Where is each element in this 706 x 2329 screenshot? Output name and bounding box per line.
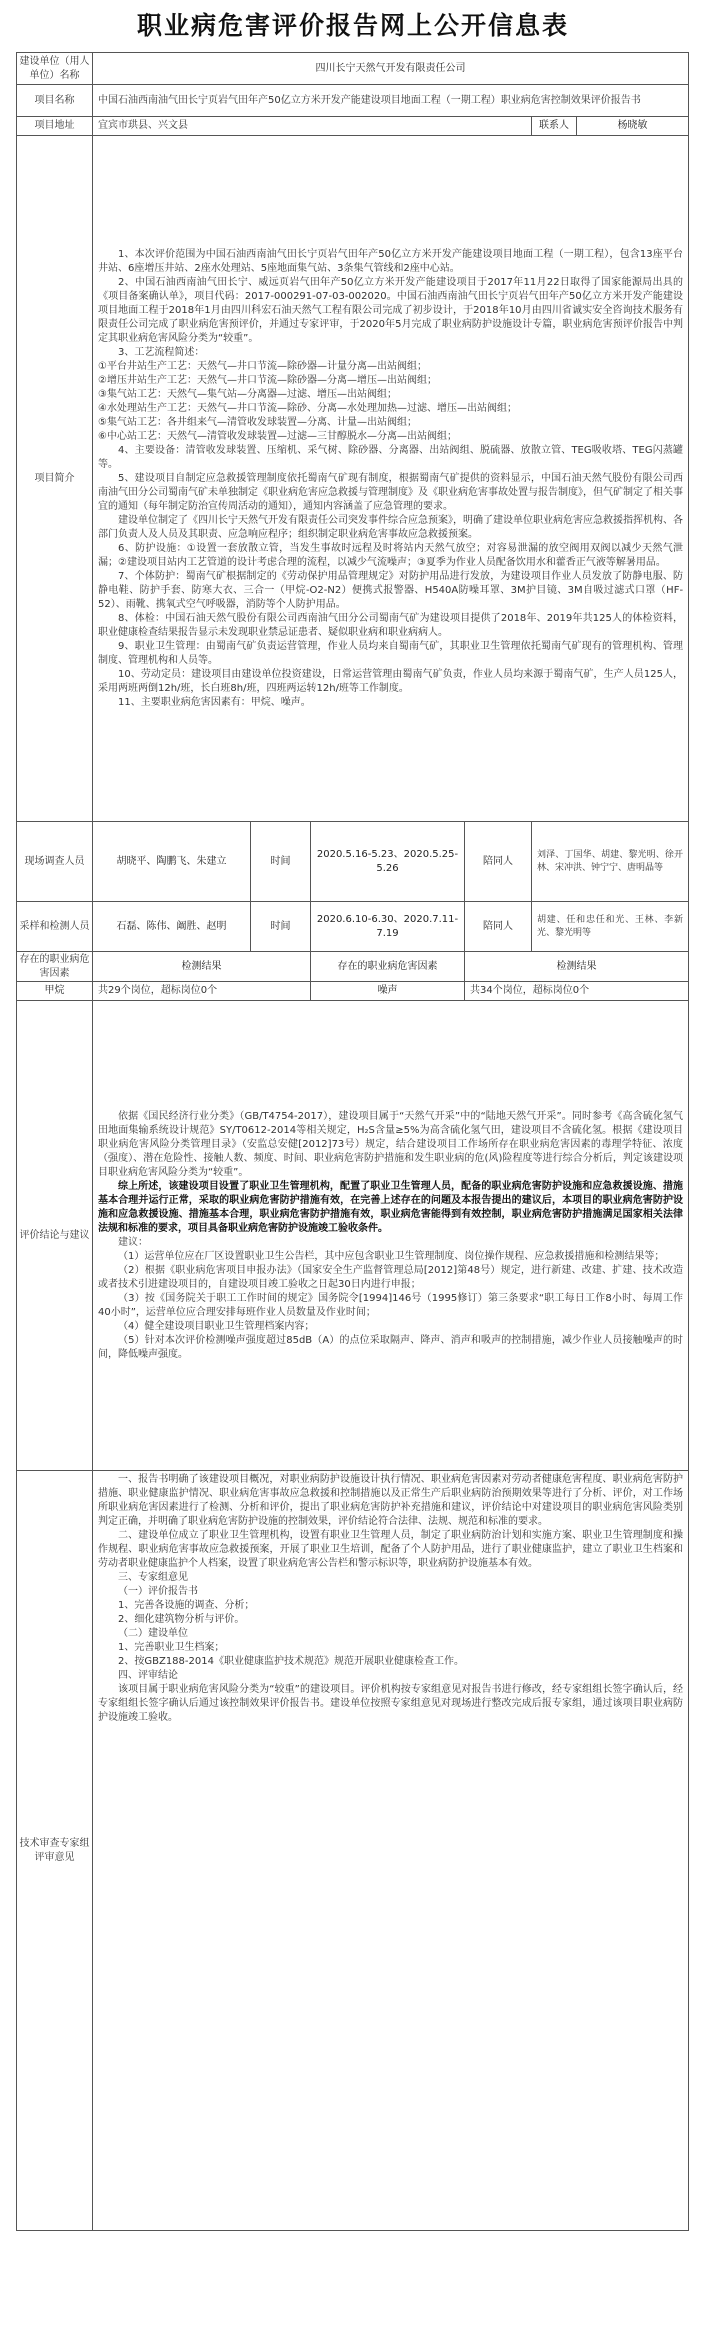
unit-row [17,53,689,85]
intro-paragraph: 7、个体防护：蜀南气矿根据制定的《劳动保护用品管理规定》对防护用品进行发放，为建设项目作业人员发放了防静电服、防静电鞋、防护手套、防寒大衣、三合一（甲烷-O2-N2）便携式报警器、H540A防噪耳罩、3M护目镜、3M自吸过滤式口罩（HF-52）、雨靴、携氧式空气呼吸器，消防等个人防护用品。 [98,570,684,610]
review-row [17,1471,689,2231]
unit-label: 建设单位（用人单位）名称 [17,53,93,85]
intro-paragraph: 5、建设项目自制定应急救援管理制度依托蜀南气矿现有制度，根据蜀南气矿提供的资料显示，中国石油天然气股份有限公司西南油气田分公司蜀南气矿未单独制定《职业病危害应急救援与管理制度》及《职业病危害事故处置与报告制度》，但气矿制定了相关事宜的通知（每年制定防治宣传周活动的通知），通知内容涵盖了应急管理的要求。 [98,472,684,512]
sampling-label: 采样和检测人员 [17,902,93,952]
sampling-time-label: 时间 [251,902,311,952]
intro-row [17,136,689,822]
review-conclusion-title: 四、评审结论 [118,1670,178,1681]
unit-value: 四川长宁天然气开发有限责任公司 [93,53,689,85]
process-item: ③集气站工艺：天然气—集气站—分离器—过滤、增压—出站阀组； [98,388,397,400]
expert-title: 三、专家组意见 [118,1572,188,1583]
conclusion-summary: 综上所述，该建设项目设置了职业卫生管理机构，配置了职业卫生管理人员，配备的职业病危害防护设施和应急救援设施、措施基本合理并运行正常，采取的职业病危害防护措施有效，在完善上述存在的问题及本报告提出的建议后，本项目的职业病危害防护设施和应急救援设施、措施基本合理，职业病危害防护措施有效，职业病危害能得到有效控制，职业病危害防护措施满足国家相关法律法规和标准的要求，项目具备职业病危害防护设施竣工验收条件。 [98,1180,684,1234]
hazard-result-header-2: 检测结果 [465,952,689,982]
advice-item: （3）按《国务院关于职工工作时间的规定》国务院令[1994]146号（1995修订）第三条要求“职工每日工作8小时、每周工作40小时”，运营单位应合理安排每班作业人员数量及作业时间； [98,1292,684,1318]
sampling-companion-label: 陪同人 [465,902,532,952]
project-row [17,85,689,117]
expert-sub-title: （二）建设单位 [118,1628,188,1639]
intro-content [93,136,689,822]
sampling-time: 2020.6.10-6.30、2020.7.11-7.19 [311,902,465,952]
review-conclusion-text: 该项目属于职业病危害风险分类为“较重”的建设项目。评价机构按专家组意见对报告书进行修改，经专家组组长签字确认后，经专家组组长签字确认后通过该控制效果评价报告书。建设单位按照专家组意见对现场进行整改完成后报专家组，通过该项目职业病防护设施竣工验收。 [98,1684,684,1723]
hazard-row [17,982,689,1001]
intro-paragraph: 10、劳动定员：建设项目由建设单位投资建设，日常运营管理由蜀南气矿负责，作业人员均来源于蜀南气矿，生产人员125人，采用两班两倒12h/班，长白班8h/班，四班两运转12h/班等工作制度。 [98,668,684,694]
intro-paragraph: 3、工艺流程简述： [118,346,205,358]
conclusion-content [93,1001,689,1471]
survey-companion-label: 陪同人 [465,822,532,902]
intro-paragraph: 1、本次评价范围为中国石油西南油气田长宁页岩气田年产50亿立方米开发产能建设项目地面工程（一期工程），包含13座平台井站、6座增压井站、2座水处理站、5座地面集气站、3条集气管线和2座中心站。 [98,248,684,274]
intro-paragraph: 2、中国石油西南油气田长宁、威远页岩气田年产50亿立方米开发产能建设项目于2017年11月22日取得了国家能源局出具的《项目备案确认单》，项目代码：2017-000291-07-03-002020。中国石油西南油气田长宁页岩气田年产50亿立方米开发产能建设项目地面工程于2018年1月由四川科宏石油天然气工程有限公司完成了初步设计，于2018年10月由四川省诚实安全咨询技术服务有限责任公司完成了职业病危害预评价，并通过专家评审，于2020年5月完成了职业病防护设施设计专篇，职业病危害预评价报告中判定其职业病危害风险分类为“较重”。 [98,276,684,344]
hazard-header-row [17,952,689,982]
hazard-factor-methane: 甲烷 [17,982,93,1001]
advice-item: （4）健全建设项目职业卫生管理档案内容； [118,1320,315,1332]
survey-row [17,822,689,902]
survey-label: 现场调查人员 [17,822,93,902]
advice-item: （1）运营单位应在厂区设置职业卫生公告栏，其中应包含职业卫生管理制度、岗位操作规程、应急救援措施和检测结果等； [118,1250,665,1262]
conclusion-label: 评价结论与建议 [17,1001,93,1471]
survey-companions: 刘泽、丁国华、胡建、黎光明、徐开林、宋冲洪、钟宁宁、唐明晶等 [532,822,689,902]
intro-paragraph: 4、主要设备：清管收发球装置、压缩机、采气树、除砂器、分离器、出站阀组、脱硫器、放散立管、TEG吸收塔、TEG闪蒸罐等。 [98,444,684,470]
survey-names: 胡晓平、陶鹏飞、朱建立 [93,822,251,902]
advice-item: （5）针对本次评价检测噪声强度超过85dB（A）的点位采取隔声、降声、消声和吸声的控制措施，减少作业人员接触噪声的时间，降低噪声强度。 [98,1334,684,1360]
process-item: ①平台井站生产工艺：天然气—井口节流—除砂器—计量分离—出站阀组； [98,360,427,372]
hazard-factor-header: 存在的职业病危害因素 [17,952,93,982]
review-label: 技术审查专家组评审意见 [17,1471,93,2231]
process-item: ⑤集气站工艺：各井组来气—清管收发球装置—分离、计量—出站阀组； [98,416,417,428]
page-title: 职业病危害评价报告网上公开信息表 [136,11,569,40]
intro-label: 项目简介 [17,136,93,822]
expert-item: 2、按GBZ188-2014《职业健康监护技术规范》规范开展职业健康检查工作。 [118,1656,464,1667]
expert-sub-title: （一）评价报告书 [118,1586,198,1597]
address-value: 宜宾市珙县、兴文县 [93,117,532,136]
sampling-row [17,902,689,952]
project-label: 项目名称 [17,85,93,117]
expert-item: 1、完善各设施的调查、分析； [118,1600,255,1611]
contact-value: 杨晓敏 [577,117,689,136]
process-item: ②增压井站生产工艺：天然气—井口节流—除砂器—分离—增压—出站阀组； [98,374,437,386]
hazard-result-noise: 共34个岗位，超标岗位0个 [465,982,689,1001]
review-paragraph: 二、建设单位成立了职业卫生管理机构，设置有职业卫生管理人员，制定了职业病防治计划和实施方案、职业卫生管理制度和操作规程、职业病危害事故应急救援预案，开展了职业卫生培训，配备了个人防护用品，进行了职业健康监护，建立了职业卫生档案和劳动者职业健康监护个人档案，设置了职业病危害公告栏和警示标识等，职业病防护设施基本有效。 [98,1530,684,1569]
survey-time: 2020.5.16-5.23、2020.5.25-5.26 [311,822,465,902]
hazard-factor-noise: 噪声 [311,982,465,1001]
expert-item: 1、完善职业卫生档案； [118,1642,225,1653]
intro-paragraph: 9、职业卫生管理：由蜀南气矿负责运营管理，作业人员均来自蜀南气矿，其职业卫生管理依托蜀南气矿现有的管理机构、管理制度、管理机构和人员等。 [98,640,684,666]
conclusion-row [17,1001,689,1471]
review-content [93,1471,689,2231]
intro-paragraph: 6、防护设施：①设置一套放散立管，当发生事故时远程及时将站内天然气放空；对容易泄漏的放空阀用双阀以减少天然气泄漏；②建设项目站内工艺管道的设计考虑合理的流程，以减少气流噪声；③夏季为作业人员配备饮用水和藿香正气液等解暑用品。 [98,542,684,568]
hazard-factor-header-2: 存在的职业病危害因素 [311,952,465,982]
contact-label: 联系人 [532,117,577,136]
sampling-names: 石磊、陈伟、阚胜、赵明 [93,902,251,952]
intro-paragraph: 建设单位制定了《四川长宁天然气开发有限责任公司突发事件综合应急预案》，明确了建设单位职业病危害应急救援指挥机构、各部门负责人及人员及其职责、应急响应程序；组织制定职业病危害事故应急救援预案。 [98,514,684,540]
process-item: ⑥中心站工艺：天然气—清管收发球装置—过滤—三甘醇脱水—分离—出站阀组； [98,430,457,442]
address-row [17,117,689,136]
address-label: 项目地址 [17,117,93,136]
project-value: 中国石油西南油气田长宁页岩气田年产50亿立方米开发产能建设项目地面工程（一期工程）职业病危害控制效果评价报告书 [93,85,689,117]
hazard-result-methane: 共29个岗位，超标岗位0个 [93,982,311,1001]
info-table [16,52,689,2231]
process-item: ④水处理站生产工艺：天然气—井口节流—除砂、分离—水处理加热—过滤、增压—出站阀组； [98,402,517,414]
advice-title: 建议： [118,1236,148,1248]
hazard-result-header: 检测结果 [93,952,311,982]
sampling-companions: 胡建、任和忠任和光、王林、李新光、黎光明等 [532,902,689,952]
review-paragraph: 一、报告书明确了该建设项目概况，对职业病防护设施设计执行情况、职业病危害因素对劳动者健康危害程度、职业病危害防护措施、职业健康监护情况、职业病危害事故应急救援和控制措施以及正常生产后职业病防治预期效果等进行了分析、评价，对工作场所职业病危害因素进行了检测、分析和评价，提出了职业病危害防护补充措施和建议，评价结论中对建设项目的职业病危害风险类别判定正确，并明确了职业病危害防护设施的控制效果，评价结论符合法律、法规、规范和标准的要求。 [98,1474,684,1527]
survey-time-label: 时间 [251,822,311,902]
intro-paragraph: 8、体检：中国石油天然气股份有限公司西南油气田分公司蜀南气矿为建设项目提供了2018年、2019年共125人的体检资料，职业健康检查结果报告显示未发现职业禁忌证患者、疑似职业病和职业病病人。 [98,612,684,638]
intro-paragraph: 11、主要职业病危害因素有：甲烷、噪声。 [118,696,311,708]
advice-item: （2）根据《职业病危害项目申报办法》（国家安全生产监督管理总局[2012]第48号）规定，进行新建、改建、扩建、技术改造或者技术引进建设项目的，自建设项目竣工验收之日起30日内进行申报； [98,1264,684,1290]
conclusion-paragraph: 依据《国民经济行业分类》（GB/T4754-2017），建设项目属于“天然气开采”中的“陆地天然气开采”。同时参考《高含硫化氢气田地面集输系统设计规范》SY/T0612-2014等相关规定，H₂S含量≥5%为高含硫化氢气田，建设项目不含硫化氢。根据《建设项目职业病危害风险分类管理目录》（安监总安健[2012]73号）规定，结合建设项目工作场所存在职业病危害因素的毒理学特征、浓度（强度）、潜在危险性、接触人数、频度、时间、职业病危害防护措施和发生职业病的危(风)险程度等进行综合分析后，判定该建设项目职业病危害风险分类为“较重”。 [98,1110,684,1178]
expert-item: 2、细化建筑物分析与评价。 [118,1614,245,1625]
